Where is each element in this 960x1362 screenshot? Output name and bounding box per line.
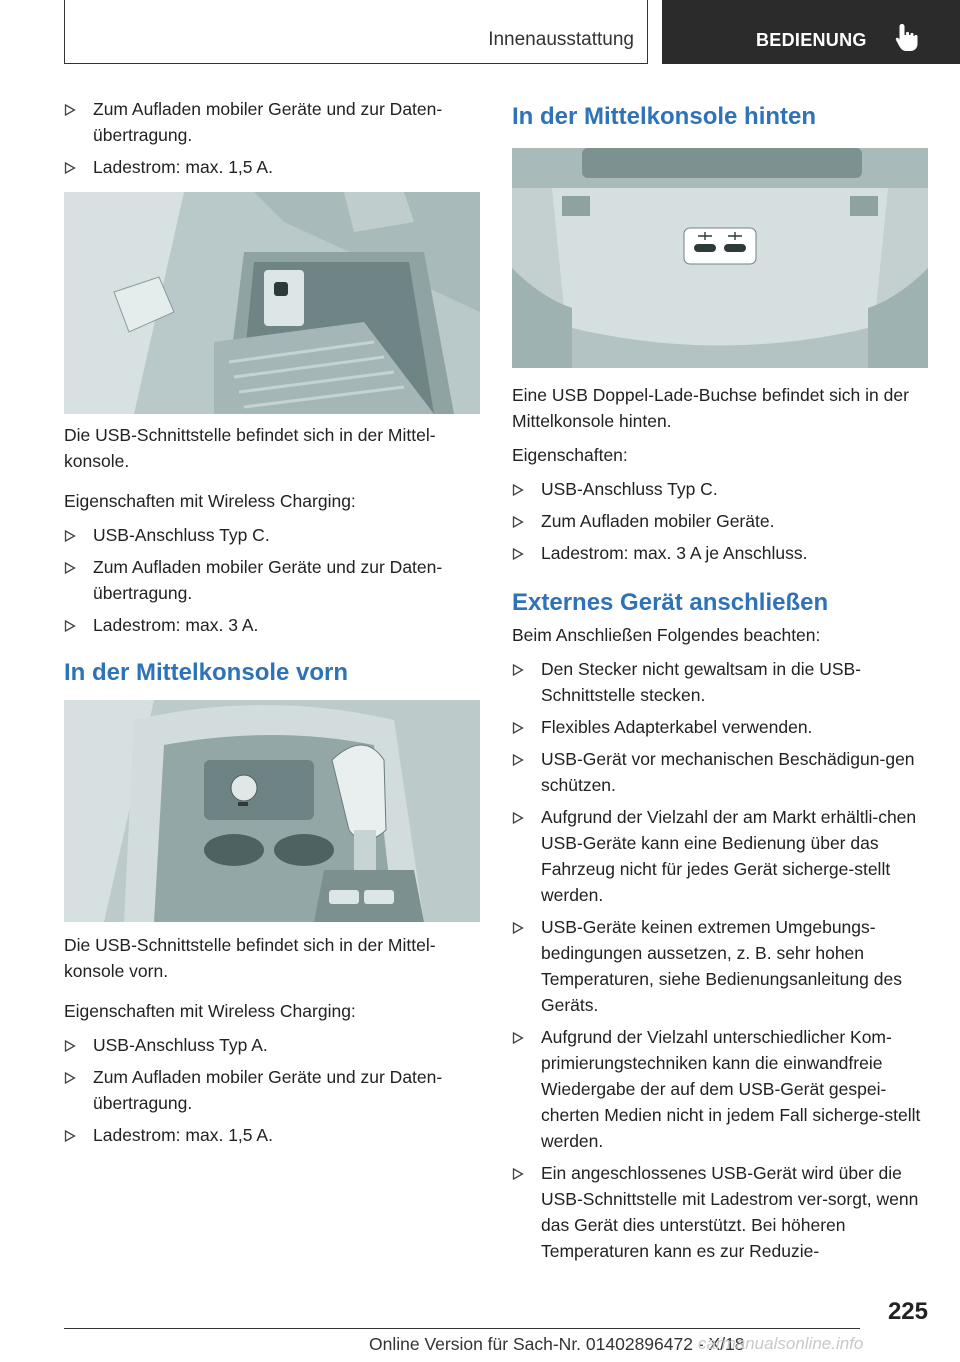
paragraph: Die USB-Schnittstelle befindet sich in der Mittel‐konsole. [64,425,436,471]
heading-connect-device: Externes Gerät anschließen [512,589,829,616]
paragraph: Die USB-Schnittstelle befindet sich in der Mittel‐konsole vorn. [64,935,436,981]
triangle-right-outline-icon [64,530,76,542]
header-chapter-tab [662,0,960,64]
list-item: Aufgrund der Vielzahl der am Markt erhältli‐chen USB-Geräte kann eine Bedienung über das Fahrzeug nicht für jedes Gerät sicherge‐stellt werden. [512,804,928,908]
figure-front-console [64,700,480,922]
list-item: Ladestrom: max. 1,5 A. [64,154,480,180]
list-item: Zum Aufladen mobiler Geräte und zur Daten‐übertragung. [64,1064,480,1116]
triangle-right-outline-icon [512,548,524,560]
list-item: Ein angeschlossenes USB-Gerät wird über die USB-Schnittstelle mit Ladestrom ver‐sorgt, wenn das Gerät dies unterstützt. Bei höheren Temperaturen kann es zur Reduzie‐ [512,1160,928,1264]
hand-pointer-icon [894,22,920,52]
triangle-right-outline-icon [512,1168,524,1180]
triangle-right-outline-icon [512,1032,524,1044]
list-item: Aufgrund der Vielzahl unterschiedlicher Kom‐primierungstechniken kann die einwandfreie Wiedergabe der auf dem USB-Gerät gespei‐cherten Medien nicht in jedem Fall sicherge‐stellt werden. [512,1024,928,1154]
triangle-right-outline-icon [64,162,76,174]
heading-front-console: In der Mittelkonsole vorn [64,659,349,686]
list-item: Ladestrom: max. 3 A. [64,612,480,638]
list-item: Flexibles Adapterkabel verwenden. [512,714,928,740]
triangle-right-outline-icon [64,620,76,632]
list-item: Zum Aufladen mobiler Geräte und zur Daten‐übertragung. [64,554,480,606]
list-item: Zum Aufladen mobiler Geräte und zur Daten‐übertragung. [64,96,480,148]
triangle-right-outline-icon [64,104,76,116]
triangle-right-outline-icon [512,922,524,934]
header-section-title: Innenausstattung [488,29,634,50]
list-item: Den Stecker nicht gewaltsam in die USB-Schnittstelle stecken. [512,656,928,708]
triangle-right-outline-icon [64,1130,76,1142]
triangle-right-outline-icon [512,812,524,824]
list-item: USB-Anschluss Typ A. [64,1032,480,1058]
triangle-right-outline-icon [512,754,524,766]
figure-console-usb-illustration [64,192,480,414]
list-item: USB-Geräte keinen extremen Umgebungs‐bedingungen aussetzen, z. B. sehr hohen Temperaturen, siehe Bedienungsanleitung des Geräts. [512,914,928,1018]
paragraph: Beim Anschließen Folgendes beachten: [512,625,821,645]
list-item: Ladestrom: max. 3 A je Anschluss. [512,540,928,566]
triangle-right-outline-icon [512,664,524,676]
paragraph: Eine USB Doppel-Lade-Buchse befindet sich in der Mittelkonsole hinten. [512,385,909,431]
list-item: USB-Anschluss Typ C. [64,522,480,548]
triangle-right-outline-icon [512,484,524,496]
footer-divider [64,1328,860,1329]
list-item: Ladestrom: max. 1,5 A. [64,1122,480,1148]
figure-rear-console-illustration [512,148,928,368]
triangle-right-outline-icon [64,562,76,574]
list-item: USB-Anschluss Typ C. [512,476,928,502]
figure-front-console-illustration [64,700,480,922]
paragraph: Eigenschaften mit Wireless Charging: [64,491,356,511]
triangle-right-outline-icon [64,1072,76,1084]
paragraph: Eigenschaften: [512,445,628,465]
triangle-right-outline-icon [512,722,524,734]
watermark: carmanualsonline.info [698,1334,864,1353]
list-item: Zum Aufladen mobiler Geräte. [512,508,928,534]
footer-online-version: Online Version für Sach-Nr. 01402896472 - X/18 [369,1334,745,1354]
figure-console-usb [64,192,480,414]
header-chapter-title: BEDIENUNG [756,30,867,50]
list-item: USB-Gerät vor mechanischen Beschädigun‐gen schützen. [512,746,928,798]
page-number: 225 [887,1298,928,1325]
figure-rear-console [512,148,928,368]
triangle-right-outline-icon [64,1040,76,1052]
heading-rear-console: In der Mittelkonsole hinten [512,103,817,130]
triangle-right-outline-icon [512,516,524,528]
right-column [512,102,928,1270]
left-column [64,96,480,1154]
paragraph: Eigenschaften mit Wireless Charging: [64,1001,356,1021]
